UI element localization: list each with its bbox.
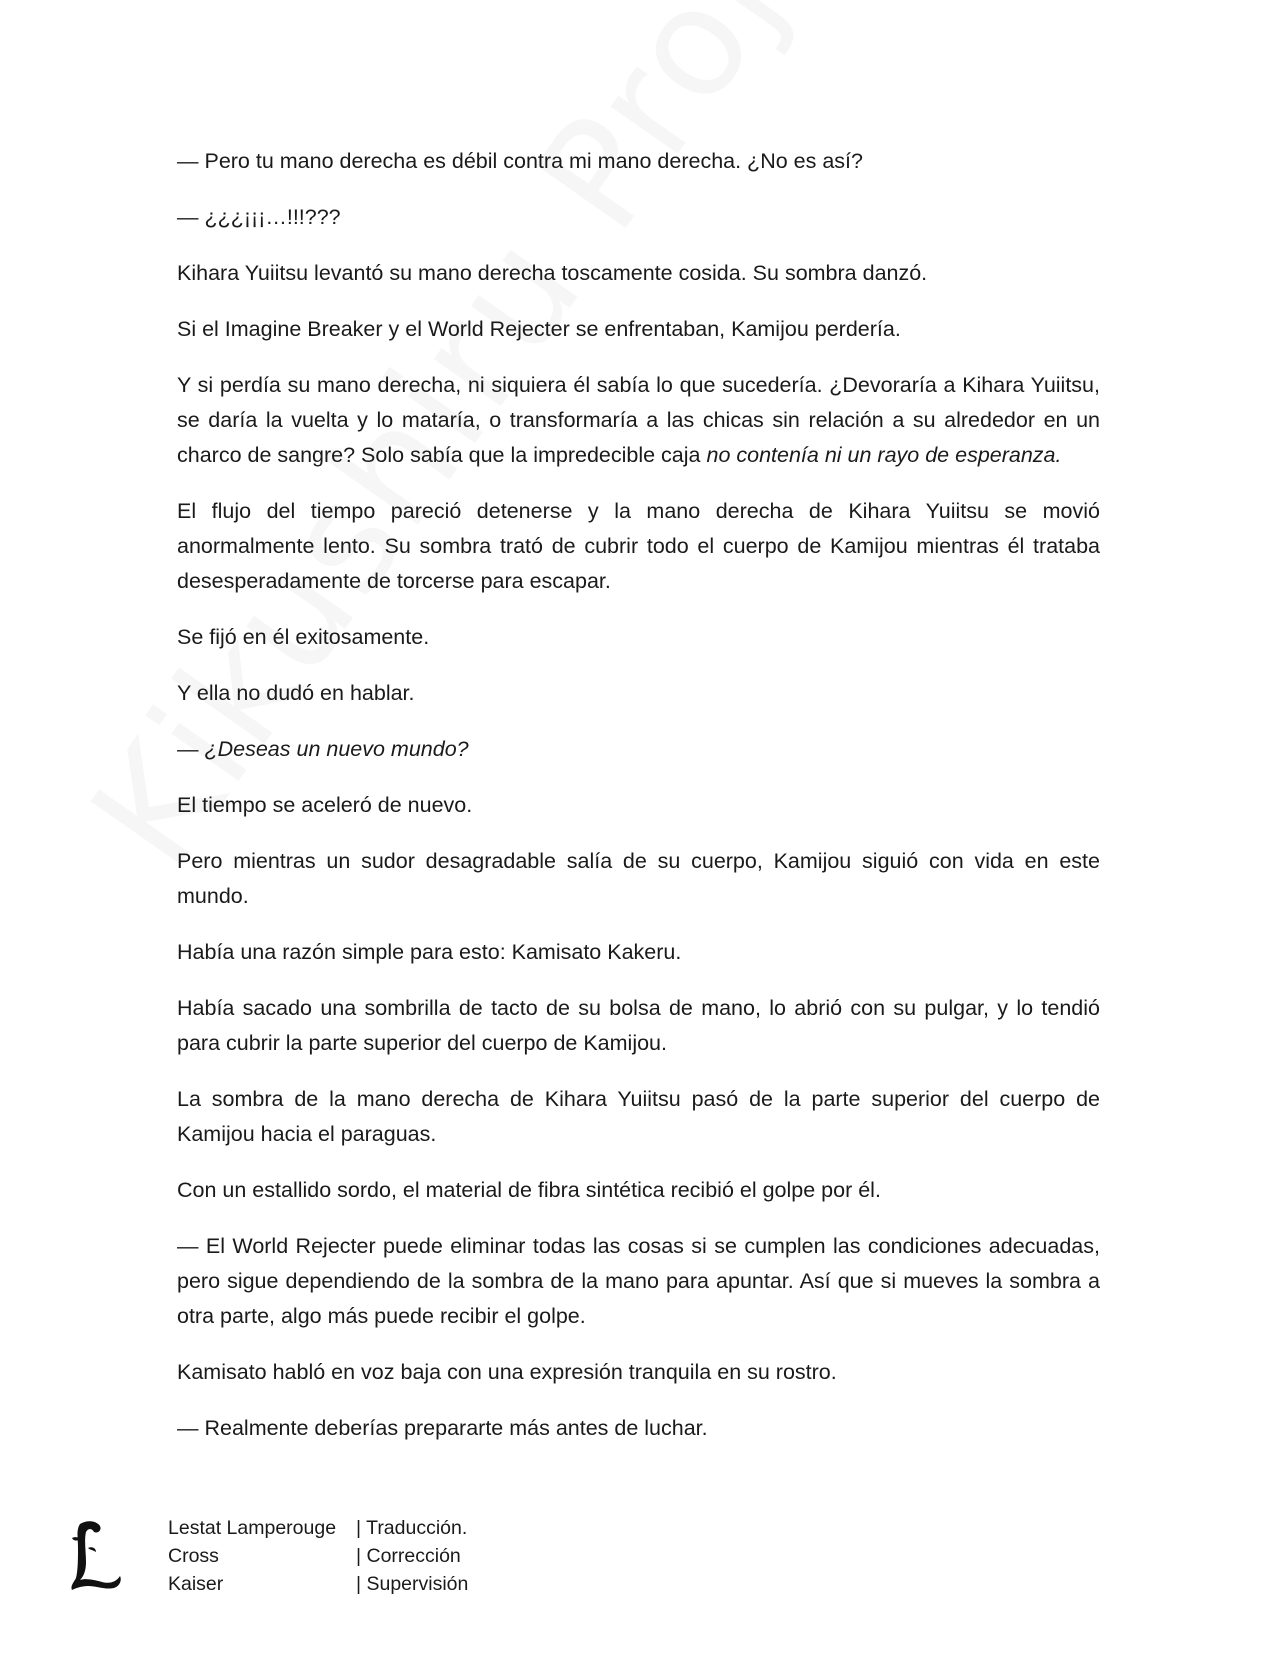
paragraph-18: — Realmente deberías prepararte más antes de luchar. <box>177 1416 708 1440</box>
paragraph-16: — El World Rejecter puede eliminar todas las cosas si se cumplen las condiciones adecuadas, pero sigue dependiendo de la sombra de la mano para apuntar. Así que si mueves la sombra a otra parte, algo más puede recibir el golpe. <box>177 1234 1100 1328</box>
italic-phrase: no contenía ni un rayo de esperanza. <box>706 443 1062 467</box>
credits <box>168 1514 468 1598</box>
credit-row <box>168 1570 468 1598</box>
paragraph-13: Había sacado una sombrilla de tacto de su bolsa de mano, lo abrió con su pulgar, y lo tendió para cubrir la parte superior del cuerpo de Kamijou. <box>177 996 1100 1055</box>
paragraph-7: Se fijó en él exitosamente. <box>177 625 430 649</box>
paragraph-15: Con un estallido sordo, el material de fibra sintética recibió el golpe por él. <box>177 1178 881 1202</box>
credit-role: | Supervisión <box>356 1573 469 1595</box>
credit-name: Lestat Lamperouge <box>168 1517 337 1539</box>
credit-row <box>168 1514 468 1542</box>
paragraph-1: — Pero tu mano derecha es débil contra mi mano derecha. ¿No es así? <box>177 149 863 173</box>
credit-role: | Traducción. <box>356 1517 468 1539</box>
credit-name: Kaiser <box>168 1573 224 1595</box>
paragraph-2: — ¿¿¿¡¡¡…!!!??? <box>177 205 341 229</box>
gothic-letter-l-icon <box>66 1518 126 1592</box>
credit-row <box>168 1542 468 1570</box>
paragraph-11: Pero mientras un sudor desagradable salía de su cuerpo, Kamijou siguió con vida en este mundo. <box>177 849 1100 908</box>
body-text <box>177 144 1100 1467</box>
paragraph-6: El flujo del tiempo pareció detenerse y la mano derecha de Kihara Yuiitsu se movió anormalmente lento. Su sombra trató de cubrir todo el cuerpo de Kamijou mientras él trataba desesperadamente de torcerse para escapar. <box>177 499 1100 593</box>
paragraph-14: La sombra de la mano derecha de Kihara Yuiitsu pasó de la parte superior del cuerpo de Kamijou hacia el paraguas. <box>177 1087 1100 1146</box>
paragraph-8: Y ella no dudó en hablar. <box>177 681 415 705</box>
paragraph-5: Y si perdía su mano derecha, ni siquiera él sabía lo que sucedería. ¿Devoraría a Kihara Yuiitsu, se daría la vuelta y lo mataría, o transformaría a las chicas sin relación a su alrededor en un charco de sangre? Solo sabía que la impredecible caja no contenía ni un rayo de esperanza. <box>177 373 1100 467</box>
paragraph-3: Kihara Yuiitsu levantó su mano derecha toscamente cosida. Su sombra danzó. <box>177 261 928 285</box>
italic-phrase: ¿Deseas un nuevo mundo? <box>204 737 469 761</box>
credit-name: Cross <box>168 1545 219 1567</box>
credit-role: | Corrección <box>356 1545 461 1567</box>
paragraph-9: — ¿Deseas un nuevo mundo? <box>177 737 469 761</box>
paragraph-10: El tiempo se aceleró de nuevo. <box>177 793 473 817</box>
paragraph-4: Si el Imagine Breaker y el World Rejecter se enfrentaban, Kamijou perdería. <box>177 317 901 341</box>
paragraph-17: Kamisato habló en voz baja con una expresión tranquila en su rostro. <box>177 1360 837 1384</box>
paragraph-12: Había una razón simple para esto: Kamisato Kakeru. <box>177 940 682 964</box>
